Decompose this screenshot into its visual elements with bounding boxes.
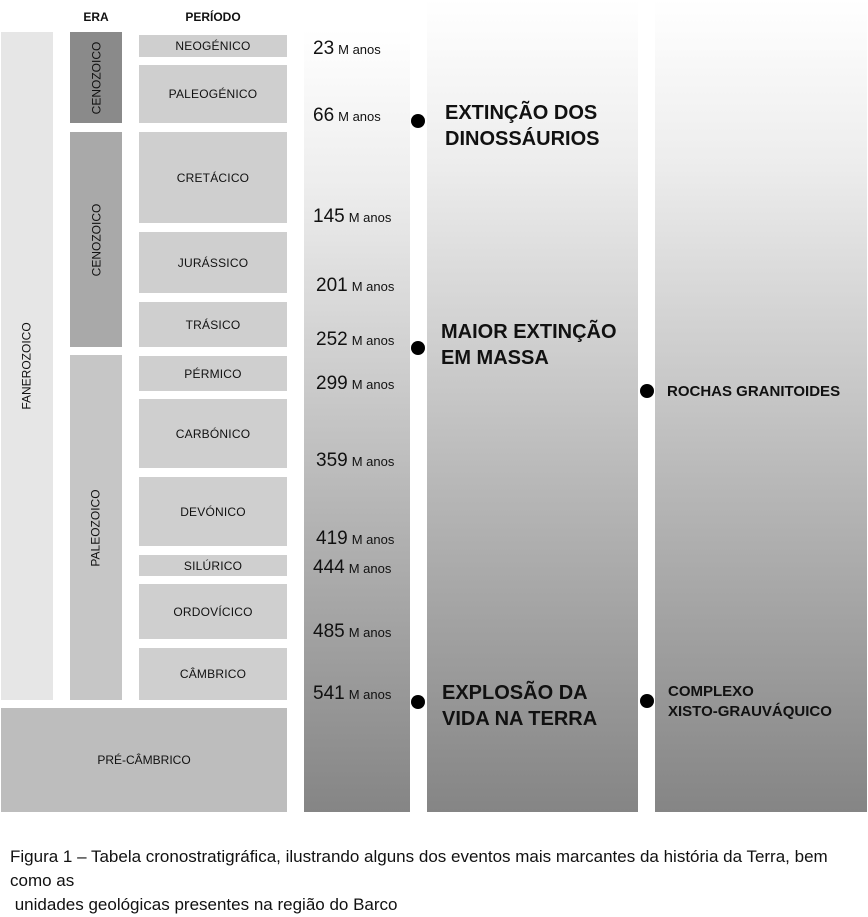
era-label: PALEOZOICO [89, 488, 104, 567]
figure-caption: Figura 1 – Tabela cronostratigráfica, ilustrando alguns dos eventos mais marcantes da história da Terra, bem como as unidades geológicas presentes na região do Barco [10, 847, 828, 914]
period-trasico: TRÁSICO [139, 302, 287, 347]
era-paleozoico [70, 355, 122, 700]
event-marker-dot [411, 695, 425, 709]
period-carbonico: CARBÓNICO [139, 399, 287, 468]
period-paleogenico: PALEOGÉNICO [139, 65, 287, 123]
age-label: 145 M anos [313, 206, 392, 227]
region-marker-dot [640, 384, 654, 398]
header-era: ERA [83, 10, 109, 24]
period-devonico: DEVÓNICO [139, 477, 287, 546]
age-label: 201 M anos [316, 275, 395, 296]
eon-precambrico-label: PRÉ-CÂMBRICO [97, 753, 191, 767]
age-label: 485 M anos [313, 621, 392, 642]
period-jurassico: JURÁSSICO [139, 232, 287, 293]
region-marker-dot [640, 694, 654, 708]
era-cenozoico-1 [70, 32, 122, 123]
period-permico: PÉRMICO [139, 356, 287, 391]
world-event-explosao-vida: EXPLOSÃO DA VIDA NA TERRA [442, 682, 598, 730]
period-cambrico: CÂMBRICO [139, 648, 287, 700]
event-marker-dot [411, 114, 425, 128]
era-label: CENOZOICO [89, 203, 104, 276]
era-cenozoico-2 [70, 132, 122, 347]
age-label: 419 M anos [316, 528, 395, 549]
age-label: 252 M anos [316, 329, 395, 350]
world-event-extincao-dinossaurios: EXTINÇÃO DOS DINOSSÁURIOS [445, 102, 600, 150]
age-label: 23 M anos [313, 38, 381, 59]
region-event-complexo-xisto: COMPLEXO XISTO-GRAUVÁQUICO [668, 683, 832, 720]
event-marker-dot [411, 341, 425, 355]
period-cretacico: CRETÁCICO [139, 132, 287, 223]
age-label: 359 M anos [316, 450, 395, 471]
age-label: 299 M anos [316, 373, 395, 394]
eon-precambrico [1, 708, 287, 812]
region-event-rochas-granitoides: ROCHAS GRANITOIDES [667, 383, 841, 400]
age-label: 444 M anos [313, 557, 392, 578]
header-periodo: PERÍODO [185, 10, 241, 24]
age-label: 541 M anos [313, 683, 392, 704]
eon-fanerozoico [1, 32, 53, 700]
era-label: CENOZOICO [89, 41, 104, 114]
world-event-maior-extincao: MAIOR EXTINÇÃO EM MASSA [441, 321, 617, 369]
age-label: 66 M anos [313, 105, 381, 126]
period-ordovicico: ORDOVÍCICO [139, 584, 287, 639]
period-silurico: SILÚRICO [139, 555, 287, 576]
eon-fanerozoico-label: FANEROZOICO [20, 322, 34, 410]
period-neogenico: NEOGÉNICO [139, 35, 287, 57]
